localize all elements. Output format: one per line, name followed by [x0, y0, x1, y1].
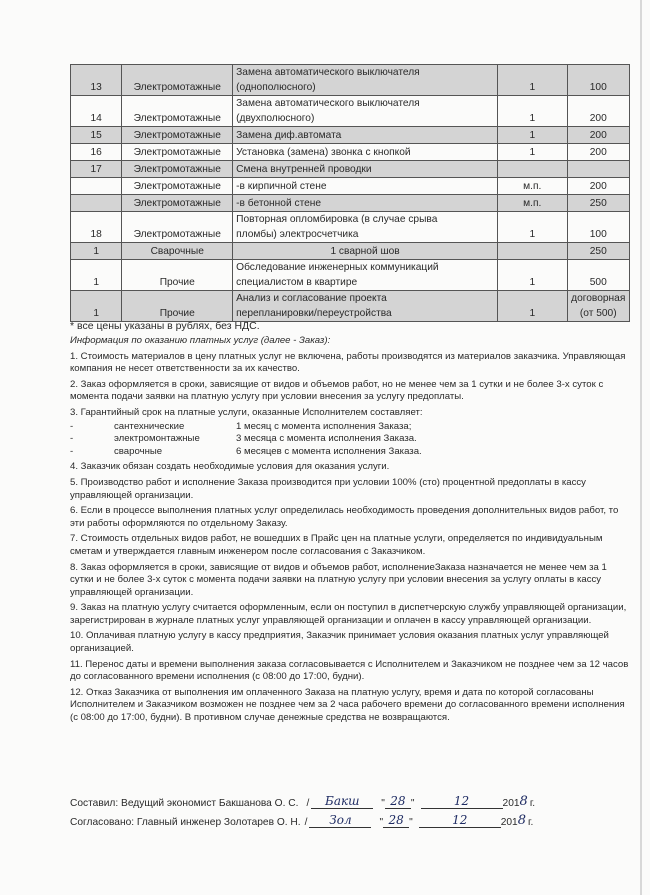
info-title: Информация по оказанию платных услуг (далее - Заказ): — [70, 335, 331, 346]
unit-cell: 1 — [498, 65, 567, 96]
info-item-11: 11. Перенос даты и времени выполнения заказа согласовывается с Исполнителем и Заказчиком не позднее чем за 12 часов до согласованного времени исполнения (с 08:00 до 17:00, будни). — [70, 658, 629, 683]
category-cell: Электромотажные — [122, 65, 233, 96]
info-item-5: 5. Производство работ и исполнение Заказа производится при условии 100% (сто) процентной предоплаты в кассу управляющей организации. — [70, 476, 586, 501]
description-cell: Замена автоматического выключателя (однополюсного) — [233, 65, 498, 96]
row-number-cell — [71, 195, 122, 212]
table-row — [71, 243, 630, 260]
table-row — [71, 260, 630, 291]
handwritten-signature: Зол — [309, 813, 371, 828]
price-cell: договорная (от 500) — [567, 291, 629, 322]
row-number-cell: 17 — [71, 161, 122, 178]
table-row — [71, 212, 630, 243]
row-number-cell: 1 — [71, 291, 122, 322]
row-number-cell — [71, 178, 122, 195]
date-day: 28 — [383, 813, 409, 828]
info-item-4: 4. Заказчик обязан создать необходимые условия для оказания услуги. — [70, 461, 390, 473]
info-item-6: 6. Если в процессе выполнения платных услуг определилась необходимость проведения дополнительных видов работ, то эти работы оформляются по отдельному Заказу. — [70, 505, 619, 529]
date-day: 28 — [385, 794, 411, 809]
description-cell: 1 сварной шов — [233, 243, 498, 260]
date-month: 12 — [421, 794, 503, 809]
category-cell: Электромотажные — [122, 212, 233, 243]
price-cell: 200 — [567, 96, 629, 127]
table-row — [71, 291, 630, 322]
row-number-cell: 1 — [71, 243, 122, 260]
scan-edge — [640, 0, 642, 895]
price-cell: 250 — [567, 243, 629, 260]
category-cell: Сварочные — [122, 243, 233, 260]
description-cell: Анализ и согласование проекта перепланировки/переустройства — [233, 291, 498, 322]
info-item-9: 9. Заказ на платную услугу считается оформленным, если он поступил в диспетчерскую службу управляющей организации, зарегистрирован в журнале платных услуг управляющей организации и оплачен в кассу управляющей организации. — [70, 602, 627, 626]
category-cell: Электромотажные — [122, 96, 233, 127]
warranty-row: - электромонтажные 3 месяца с момента исполнения Заказа. — [70, 433, 417, 445]
price-cell: 250 — [567, 195, 629, 212]
price-cell: 100 — [567, 65, 629, 96]
warranty-row: - сварочные 6 месяцев с момента исполнения Заказа. — [70, 445, 422, 457]
table-row — [71, 161, 630, 178]
category-cell: Электромотажные — [122, 144, 233, 161]
price-table — [70, 64, 630, 322]
info-item-12: 12. Отказ Заказчика от выполнения им оплаченного Заказа на платную услугу, время и дата по которой согласованы Исполнителем и Заказчиком возможен не позднее чем за 2 часа рабочего времени до согласованного времени исполнения (с 08:00 до 17:00, будни). В противном случае денежные средства не возвращаются. — [70, 686, 625, 724]
table-row — [71, 96, 630, 127]
row-number-cell: 15 — [71, 127, 122, 144]
price-cell: 200 — [567, 127, 629, 144]
handwritten-signature: Бакш — [311, 794, 373, 809]
signature-line-approved: Согласовано: Главный инженер Золотарев О. Н. / Зол " 28 " 12 201 8 г. — [70, 813, 534, 828]
info-item-10: 10. Оплачивая платную услугу в кассу предприятия, Заказчик принимает условия оказания платных услуг управляющей организацией. — [70, 630, 609, 655]
unit-cell: 1 — [498, 260, 567, 291]
unit-cell: 1 — [498, 127, 567, 144]
info-item-2: 2. Заказ оформляется в сроки, зависящие от видов и объемов работ, но не менее чем за 1 сутки и не более 3-х суток с момента подачи заявки на платную услугу при условии внесения за услугу предоплаты. — [70, 378, 604, 403]
description-cell: -в бетонной стене — [233, 195, 498, 212]
date-year-digit: 8 — [517, 813, 526, 828]
row-number-cell: 18 — [71, 212, 122, 243]
price-cell — [567, 161, 629, 178]
category-cell: Электромотажные — [122, 161, 233, 178]
category-cell: Электромотажные — [122, 127, 233, 144]
description-cell: Замена диф.автомата — [233, 127, 498, 144]
unit-cell: 1 — [498, 212, 567, 243]
unit-cell: 1 — [498, 144, 567, 161]
table-row — [71, 144, 630, 161]
description-cell: Повторная опломбировка (в случае срыва пломбы) электросчетчика — [233, 212, 498, 243]
price-cell: 100 — [567, 212, 629, 243]
row-number-cell: 14 — [71, 96, 122, 127]
unit-cell: м.п. — [498, 195, 567, 212]
warranty-row: - сантехнические 1 месяц с момента исполнения Заказа; — [70, 420, 412, 432]
unit-cell — [498, 161, 567, 178]
info-item-7: 7. Стоимость отдельных видов работ, не вошедших в Прайс цен на платные услуги, определяется по индивидуальным сметам и утверждается главным инженером после согласования с Заказчиком. — [70, 533, 603, 557]
vat-note: * все цены указаны в рублях, без НДС. — [70, 320, 260, 332]
info-item-8: 8. Заказ оформляется в сроки, зависящие от видов и объемов работ, исполнениеЗаказа назначается не менее чем за 1 сутки и не более 3-х суток с момента подачи заявки на платную услугу при условии внесения за услугу оплаты в кассу управляющей организации. — [70, 561, 607, 598]
table-row — [71, 195, 630, 212]
row-number-cell: 13 — [71, 65, 122, 96]
description-cell: Замена автоматического выключателя (двухполюсного) — [233, 96, 498, 127]
unit-cell: м.п. — [498, 178, 567, 195]
unit-cell: 1 — [498, 291, 567, 322]
row-number-cell: 1 — [71, 260, 122, 291]
category-cell: Электромотажные — [122, 178, 233, 195]
row-number-cell: 16 — [71, 144, 122, 161]
unit-cell: 1 — [498, 96, 567, 127]
description-cell: Обследование инженерных коммуникаций специалистом в квартире — [233, 260, 498, 291]
info-item-3: 3. Гарантийный срок на платные услуги, оказанные Исполнителем составляет: — [70, 406, 423, 418]
category-cell: Прочие — [122, 260, 233, 291]
price-cell: 200 — [567, 144, 629, 161]
category-cell: Электромотажные — [122, 195, 233, 212]
description-cell: -в кирпичной стене — [233, 178, 498, 195]
description-cell: Смена внутренней проводки — [233, 161, 498, 178]
category-cell: Прочие — [122, 291, 233, 322]
date-month: 12 — [419, 813, 501, 828]
table-row — [71, 178, 630, 195]
table-row — [71, 65, 630, 96]
signature-line-compiled: Составил: Ведущий экономист Бакшанова О. С. / Бакш " 28 " 12 201 8 г. — [70, 794, 536, 809]
unit-cell — [498, 243, 567, 260]
price-cell: 500 — [567, 260, 629, 291]
service-info — [70, 335, 630, 728]
table-row — [71, 127, 630, 144]
description-cell: Установка (замена) звонка с кнопкой — [233, 144, 498, 161]
info-item-1: 1. Стоимость материалов в цену платных услуг не включена, работы производятся из материалов заказчика. Управляющая компания не несет ответственности за их качество. — [70, 350, 626, 375]
price-cell: 200 — [567, 178, 629, 195]
date-year-digit: 8 — [519, 794, 528, 809]
